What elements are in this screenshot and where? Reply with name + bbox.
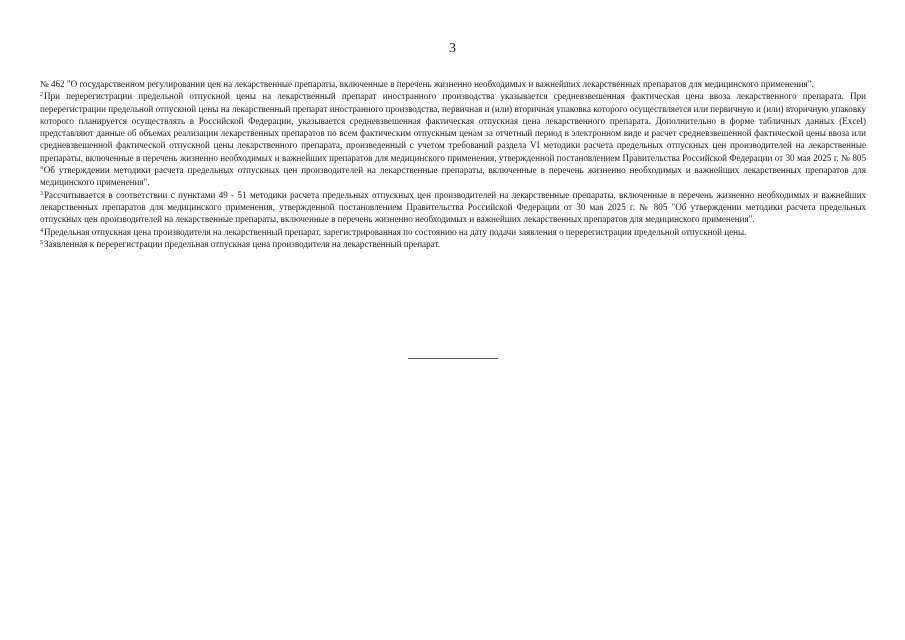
footnote-marker: 4 (40, 227, 43, 234)
footnote-4 (40, 226, 866, 238)
footnote-3 (40, 189, 866, 226)
page-number: 3 (449, 41, 456, 56)
footnote-text: При перерегистрации предельной отпускной цены на лекарственный препарат иностранного производства указывается средневзвешенная фактическая цена ввоза лекарственного препарата. При перерегистрации предельной отпускной цены на лекарственный препарат иностранного производства, первичная и (или) вторичная упаковка которого осуществляется или первичную и (или) вторичную упаковку которого планируется осуществлять в Российской Федерации, указывается средневзвешенная фактическая отпускная цена лекарственного препарата. Дополнительно в форме табличных данных (Excel) представляют данные об объемах реализации лекарственных препаратов по всем фактическим отпускным ценам за отчетный период в электронном виде и расчет средневзвешенной фактической цены ввоза или средневзвешенной фактической отпускной цены лекарственного препарата, произведенный с учетом требований раздела VI методики расчета предельных отпускных цен производителей на лекарственные препараты, включенные в перечень жизненно необходимых и важнейших препаратов для медицинского применения, утвержденной постановлением Правительства Российской Федерации от 30 мая 2025 г. № 805 "Об утверждении методики расчета предельных отпускных цен производителей на лекарственные препараты, включенные в перечень жизненно необходимых и важнейших лекарственных препаратов для медицинского применения". (40, 91, 866, 188)
footnote-text: Заявленная к перерегистрации предельная отпускная цена производителя на лекарственный препарат. (44, 238, 441, 249)
footnotes (40, 78, 866, 250)
footnote-marker: 3 (40, 190, 43, 197)
footnote-text: Предельная отпускная цена производителя на лекарственный препарат, зарегистрированная по состоянию на дату подачи заявления о перерегистрации предельной отпускной цены. (44, 226, 747, 237)
footnote-5 (40, 238, 866, 250)
footnote-2 (40, 90, 866, 188)
footnote-marker: 2 (40, 92, 43, 99)
footnote-marker: 5 (40, 239, 43, 246)
footnote-text: Рассчитывается в соответствии с пунктами 49 - 51 методики расчета предельных отпускных цен производителей на лекарственные препараты, включенные в перечень жизненно необходимых и важнейших лекарственных препаратов для медицинского применения, утвержденной постановлением Правительства Российской Федерации от 30 мая 2025 г. № 805 "Об утверждении методики расчета предельных отпускных цен производителей на лекарственные препараты, включенные в перечень жизненно необходимых и важнейших лекарственных препаратов для медицинского применения". (40, 189, 866, 225)
footnote-text: № 462 "О государственном регулировании цен на лекарственные препараты, включенные в перечень жизненно необходимых и важнейших лекарственных препаратов для медицинского применения". (40, 79, 814, 89)
end-divider (408, 358, 498, 359)
footnote-continuation (40, 78, 866, 90)
